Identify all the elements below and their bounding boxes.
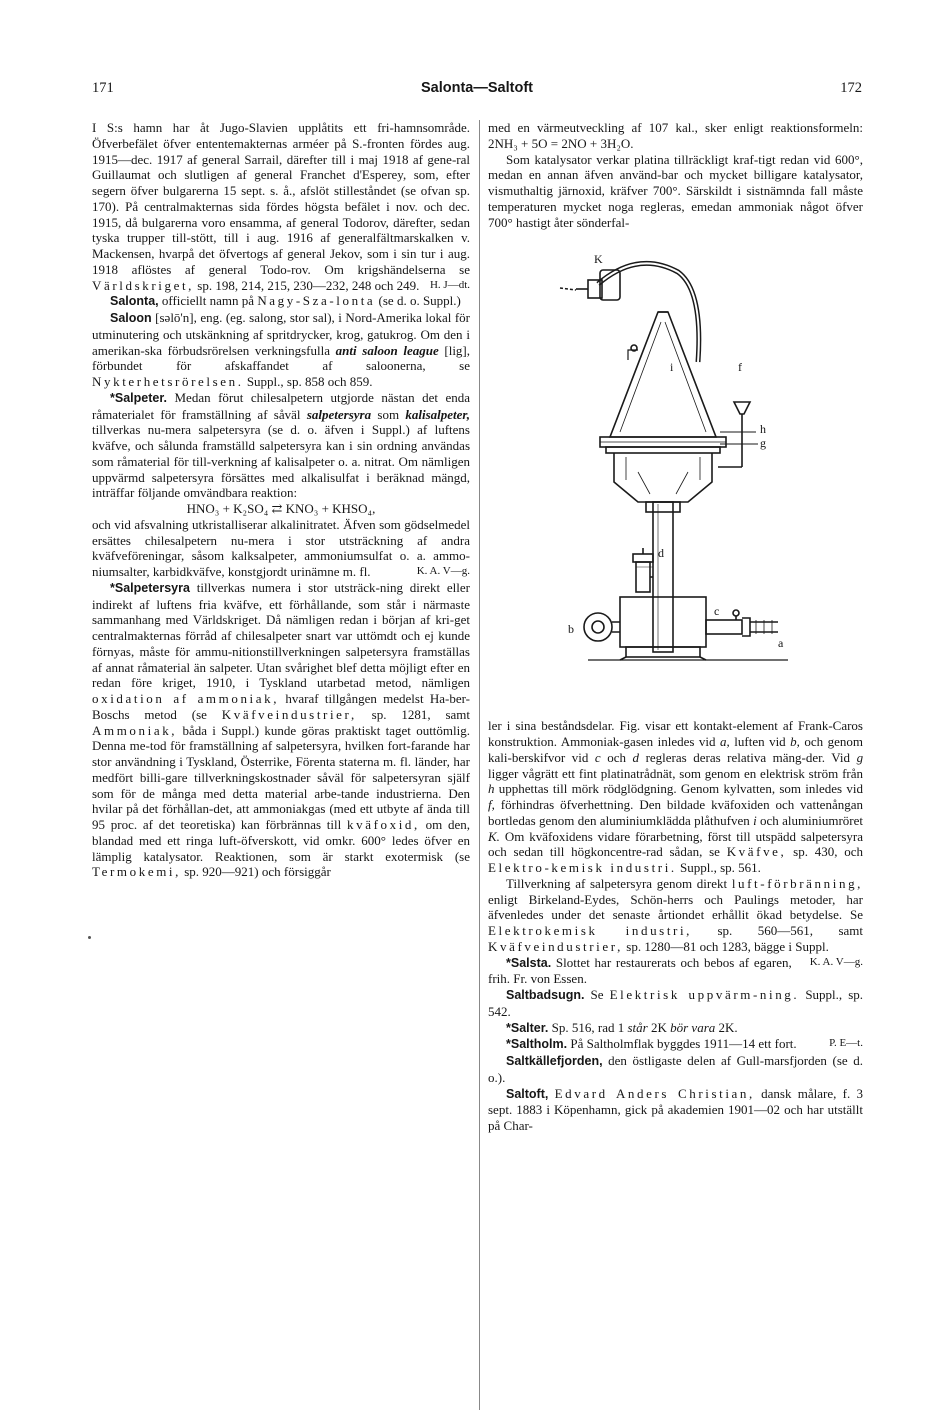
body-text: sp. 1281, samt [371,706,470,722]
headword: Saltoft, [506,1086,549,1101]
body-text: tillverkas numera i stor utsträck-ning direkt eller indirekt af luftens fria kväfve, ett förhållande, som står i närmaste sammanhang med Världskriget. Då nämligen redan i början af kri-get centralmakternas förråd af chilesalpeter snart var uttömdt och ej kunde förnyas, måste för ammu-nitionstillverkningen salpetersyra framställas af annat råmaterial än salpeter. Utan svårighet blef detta möjligt efter en redan före kriget, 1910, i Tyskland utarbetad metod, nämligen [92,579,471,691]
page-title: Salonta—Saltoft [421,80,533,96]
cross-reference: Kväfveindustrier, [221,706,357,722]
page-header [92,80,862,102]
body-text: tillverkas nu-mera salpetersyra (se d. o. äfven i Suppl.) af luftens kväfve, och sålunda framställd salpetersyra kan i sin ordning användas som råmaterial för till-verkning af kalisalpeter o. a. nitrat. Om nämligen uppvärmd salpetersyra försättes med alkalisulfat i beräknad mängd, inträffar följande omvändbara reaktion: [92,422,470,501]
figure-label-d: d [658,546,664,561]
body-text: och genom kali-berskifvor vid [488,734,864,765]
body-text: Suppl., sp. 542. [488,987,864,1019]
italic-letter: i [753,812,757,828]
body-text: luften vid [734,734,786,749]
entry-saltoft [488,1086,863,1134]
author-signature: K. A. V—g. [809,955,863,968]
contact-element-figure [488,232,863,712]
italic-letter: c [594,749,601,765]
body-text: Slottet har restaurerats och bebos af egaren, frih. Fr. von Essen. [488,954,792,987]
body-text: om den, blandad med ett ringa luft-öfverskott, vid omkr. 600° ledes öfver en lämplig katalysator. Reaktionen, som är starkt exotermisk (se [92,817,471,864]
headword: Saloon [110,311,152,325]
cross-reference: Kväfve, [726,844,787,860]
italic-letter: b, [790,734,800,749]
entry-salonta [92,293,470,310]
body-text: enligt Birkeland-Eydes, Schön-herrs och Paulings metoder, har äfvenledes under det senaste årtiondet erhållit ökad betydelse. Se [488,891,863,923]
body-text: sp. 198, 214, 215, 230—232, 248 och 249. [197,277,420,293]
body-text: båda i Suppl.) kunde göras praktiskt taget outtömlig. Denna me-tod för framställning af salpetersyra, hvilken fort-farande har stor användning i Tyskland, Österrike, Förenta staterna m. fl. länder, har medfört billi-gare tillverkningskostnader såväl för salpetersyran själf som för de många med detta material arbe-tande industrierna. Den hvilar på det förhållan-det, att ammoniakgas (med ett utbyte af ända till 95 proc. af det teoretiska) kan förbrännas till [92,722,471,832]
entry-salpeter-continued [92,517,470,580]
body-text: Om kväfoxidens vidare förarbetning, först till utspädd salpetersyra och sedan till högkoncentre-rad sådan, se [488,828,863,860]
cross-reference: luft-förbränning, [731,875,864,891]
italic-term: salpetersyra [306,406,372,422]
headword: *Saltholm. [506,1037,568,1052]
entry-salpetersyra-continued: med en värmeutveckling af 107 kal., sker enligt reaktionsformeln: 2NH₃ + 5O = 2NO + 3H₂O. [488,120,863,151]
cross-reference: Nagy-Sza-lonta [257,293,376,309]
catalyst-paragraph: Som katalysator verkar platina tillräckligt kraf-tigt redan vid 600°, medan en annan äfven använd-bar och mycket billigare katalysator, vismuthaltig järnoxid, kräfver 700°. Särskildt i sistnämnda fall måste temperaturen mycket noga regleras, emedan ammoniak något öfver 700° hastigt åter sönderfal- [488,151,863,230]
italic-term: står [627,1019,648,1035]
entry-saltbadsugn [488,987,863,1020]
figure-label-a: a [778,636,784,651]
cross-reference: oxidation af ammoniak, [92,691,280,706]
cross-reference: Ammoniak, [92,722,178,738]
cross-reference: Världskriget, [92,277,195,293]
body-text: officiellt namn på [161,293,255,309]
entry-saltholm [488,1036,863,1053]
italic-letter: K. [488,828,500,844]
figure-label-c: c [714,604,720,619]
italic-letter: d [632,749,640,765]
headword: Salonta, [110,294,159,309]
apparatus-drawing [488,232,863,712]
body-text: [sәlō'n], eng. (eg. salong, stor sal), i Nord-Amerika lokal för utminutering och utskänkning af spritdrycker, krog, gatukrog. Om den i amerikan-ska förbudsrörelsen verkningsfulla [92,310,471,358]
body-text: Suppl., sp. 858 och 859. [246,374,373,389]
body-text: förhindras öfverhettning. Den bildade kväfoxiden och vattenångan bortledas genom den aluminiumklädda plåthufven [488,797,863,828]
body-text: hvaraf tillgången medelst Ha-ber-Boschs metod (se [92,691,470,722]
right-column [488,120,863,1134]
body-text: Sp. 516, rad 1 [551,1019,625,1035]
entry-salter [488,1020,863,1037]
italic-term: bör vara [670,1019,716,1035]
chemical-formula: HNO₃ + K₂SO₄ ⇄ KNO₃ + KHSO₄, [186,501,376,516]
body-text: sp. 560—561, samt [717,923,864,938]
body-text: ler i sina beståndsdelar. Fig. visar ett kontakt-element af Frank-Caros konstruktion. Ammoniak-gasen inledes vid [488,718,863,749]
cross-reference: Elektro-kemisk industri. [488,860,677,875]
body-text: På Saltholmflak byggdes 1911—14 ett fort. [570,1036,797,1052]
cross-reference: Elektrisk uppvärm-ning. [609,987,800,1002]
figure-label-b: b [568,622,574,637]
cross-reference: Termokemi, [92,864,181,880]
figure-label-g: g [760,436,766,451]
body-text: Se [590,987,604,1002]
italic-letter: f, [488,797,495,812]
entry-saloniki-continued [92,120,470,293]
body-text: [lig], förbundet för afskaffandet af saloonerna, se [92,342,471,374]
cross-reference: Elektrokemisk industri, [488,923,693,938]
headword: *Salpeter. [110,390,167,405]
body-text: Suppl., sp. 561. [680,860,761,875]
author-signature: K. A. V—g. [416,565,470,577]
body-text: och vid afsvalning utkristalliserar alkalinitratet. Äfven som gödselmedel ersättes chilesalpetern nu-mera i stor utsträckning af andra kväfveföreningar, såsom kalksalpeter, ammoniumsulfat o. a. ammo-niumsalter, karbidkväfve, konstgjordt urinämne m. fl. [92,516,470,579]
body-text: 2K. [718,1019,738,1035]
cross-reference: Nykterhetsrörelsen. [92,374,244,389]
figure-label-i: i [670,360,674,375]
author-signature: H. J—dt. [429,278,470,291]
body-text: ligger vågrätt ett fint platinatrådnät, som genom en elektrisk ström från [488,765,863,781]
headword: Saltbadsugn. [506,988,585,1002]
author-signature: P. E—t. [829,1037,863,1050]
entry-salpeter [92,390,470,501]
person-name: Edvard Anders Christian, [554,1085,755,1101]
entry-saloon [92,310,470,390]
entry-salpetersyra [92,580,470,880]
body-text: I S:s hamn har åt Jugo-Slavien upplåtits ett fri-hamnsområde. Öfverbefälet öfver ententemakternas arméer på S.-fronten fördes aug. 1915—dec. 1917 af general Sarrail, därefter till i maj 1918 af gene-ral Guillaumat och slutligen af general Franchet d'Esperey, som, efter segern öfver bulgarerna 15 sept. s. å., afslöt stilleståndet (se ofvan sp. 170). På centralmakternas sida fördes högsta befälet i nov. och dec. 1915, då bulgarerna voro ensamma, af general Todorov, därefter, sedan tyska trupper till-stött, till i aug. 1916 af generalfältmarskalken v. Mackensen, hvarpå det öfvertogs af general Jekov, som i sin tur i aug. 1918 aflöstes af general Todo-rov. Om krigshändelserna se [92,120,470,277]
body-text: regleras deras relativa mäng-der. Vid [645,749,851,765]
cross-reference: kväfoxid, [347,817,420,832]
figure-description [488,718,863,876]
body-text: Tillverkning af salpetersyra genom direkt [506,875,728,891]
headword: *Salter. [506,1020,549,1035]
figure-label-f: f [738,360,742,375]
body-text: och [607,749,627,765]
entry-saltkallefjorden [488,1053,863,1086]
body-text: (se d. o. Suppl.) [378,293,461,309]
italic-term: anti saloon league [335,342,439,358]
body-text: sp. 1280—81 och 1283, bägge i Suppl. [626,938,829,954]
italic-letter: h [488,781,495,797]
body-text: sp. 920—921) och försiggår [184,864,331,880]
margin-dot [88,936,91,939]
headword: *Salsta. [506,955,552,970]
body-text: 2K [650,1019,667,1035]
body-text: den östligaste delen af Gull-marsfjorden (se d. o.). [488,1053,863,1085]
headword: Saltkällefjorden, [506,1054,603,1068]
body-text: Medan förut chilesalpetern utgjorde nästan det enda råmaterialet för framställning af såväl [92,389,470,422]
italic-letter: g [856,749,864,765]
italic-term: kalisalpeter, [405,406,471,422]
body-text: och aluminiumröret [760,812,864,828]
figure-label-k: K [594,252,603,267]
figure-label-h: h [760,422,766,437]
body-text: dansk målare, f. 3 sept. 1883 i Köpenhamn, gick på akademien 1901—02 och har utställt på Char- [488,1085,864,1133]
left-column [92,120,470,880]
italic-letter: a, [720,734,730,749]
body-text: som [377,406,400,422]
cross-reference: Kväfveindustrier, [488,938,624,954]
body-text: upphettas till mörk rödglödgning. Genom kylvatten, som inledes vid [498,781,864,797]
page-number-left: 171 [92,80,114,96]
body-text: sp. 430, och [793,844,863,860]
headword: *Salpetersyra [110,580,190,595]
page-number-right: 172 [840,80,862,96]
column-divider [479,120,480,1410]
